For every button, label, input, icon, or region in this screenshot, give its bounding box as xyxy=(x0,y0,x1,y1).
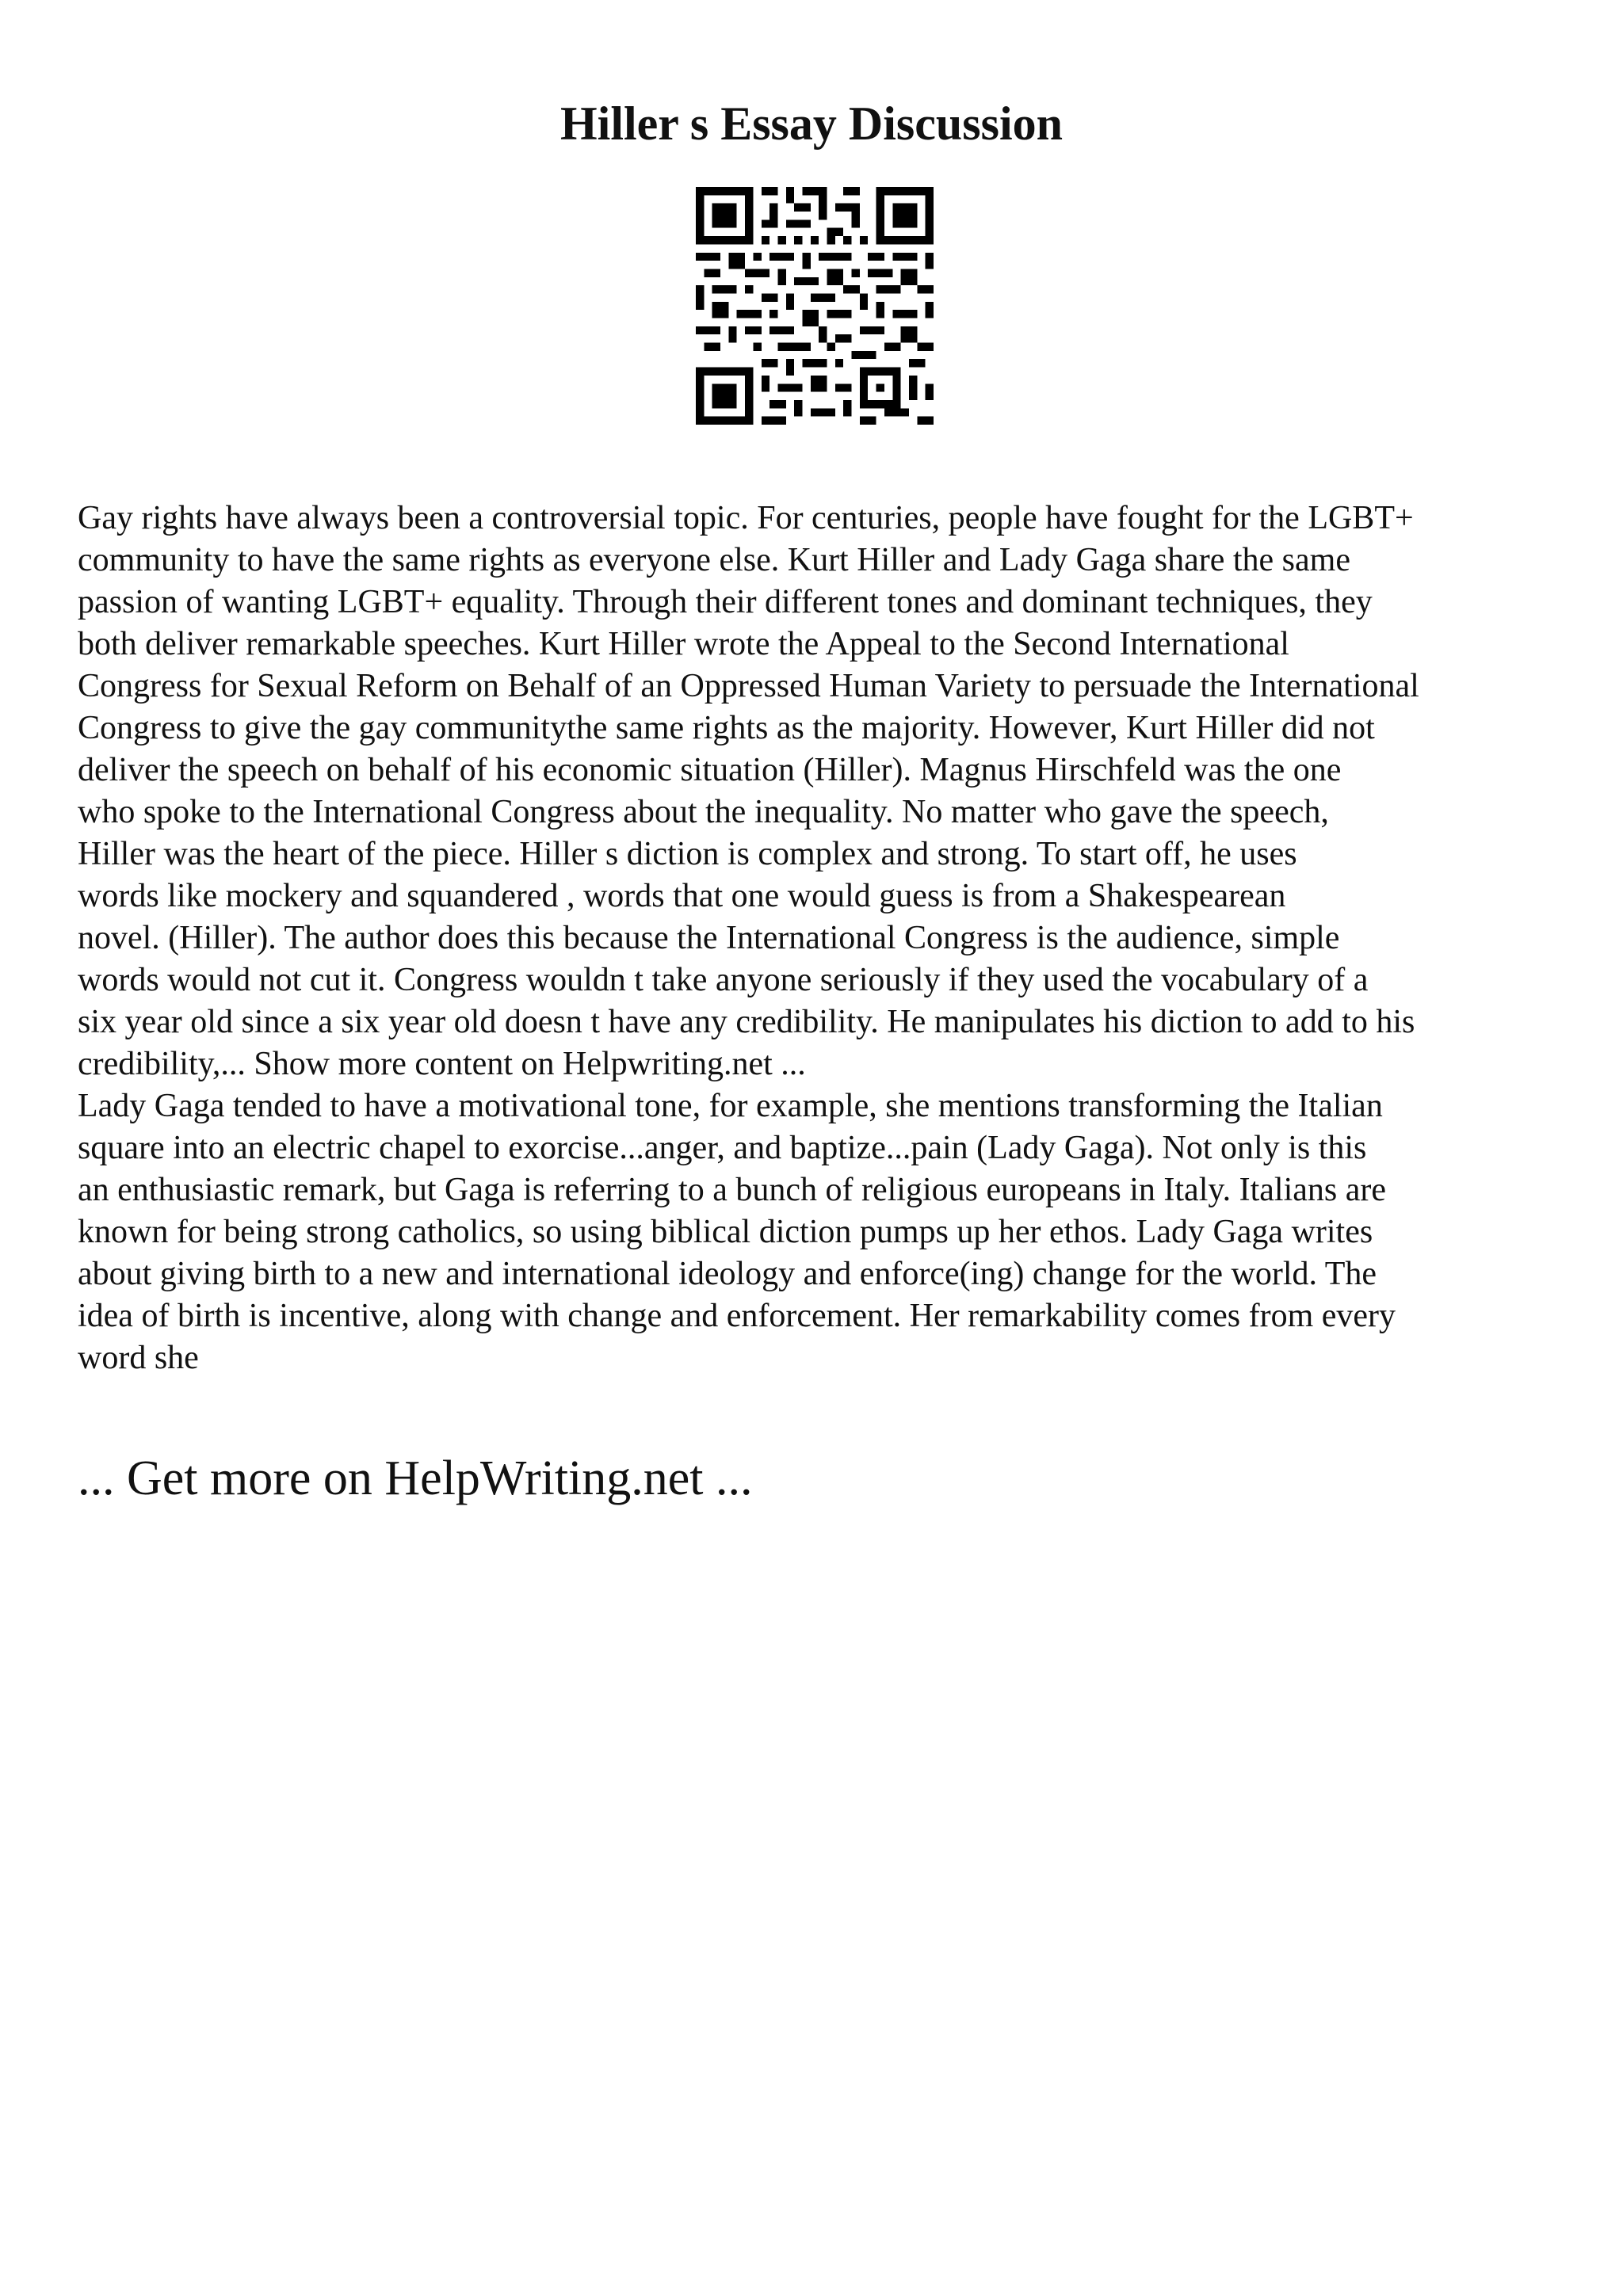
essay-body xyxy=(78,498,1568,1379)
get-more-link[interactable]: ... Get more on HelpWriting.net ... xyxy=(78,1451,753,1505)
qr-code-icon xyxy=(696,187,934,425)
page-title: Hiller s Essay Discussion xyxy=(559,97,1063,150)
essay-paragraph: Gay rights have always been a controversial topic. For centuries, people have fought for the LGBT+ community to have the same rights as everyone else. Kurt Hiller and Lady Gaga share the same passion of wanting LGBT+ equality. Through their different tones and dominant techniques, they both deliver remarkable speeches. Kurt Hiller wrote the Appeal to the Second International Congress for Sexual Reform on Behalf of an Oppressed Human Variety to persuade the International Congress to give the gay communitythe same rights as the majority. However, Kurt Hiller did not deliver the speech on behalf of his economic situation (Hiller). Magnus Hirschfeld was the one who spoke to the International Congress about the inequality. No matter who gave the speech, Hiller was the heart of the piece. Hiller s diction is complex and strong. To start off, he uses words like mockery and squandered , words that one would guess is from a Shakespearean novel. (Hiller). The author does this because the International Congress is the audience, simple words would not cut it. Congress wouldn t take anyone seriously if they used the vocabulary of a six year old since a six year old doesn t have any credibility. He manipulates his diction to add to his credibility,... Show more content on Helpwriting.net ... xyxy=(78,500,1419,1082)
essay-paragraph: Lady Gaga tended to have a motivational tone, for example, she mentions transforming the Italian square into an electric chapel to exorcise...anger, and baptize...pain (Lady Gaga). Not only is this an enthusiastic remark, but Gaga is referring to a bunch of religious europeans in Italy. Italians are known for being strong catholics, so using biblical diction pumps up her ethos. Lady Gaga writes about giving birth to a new and international ideology and enforce(ing) change for the world. The idea of birth is incentive, along with change and enforcement. Her remarkability comes from every word she xyxy=(78,1088,1396,1376)
